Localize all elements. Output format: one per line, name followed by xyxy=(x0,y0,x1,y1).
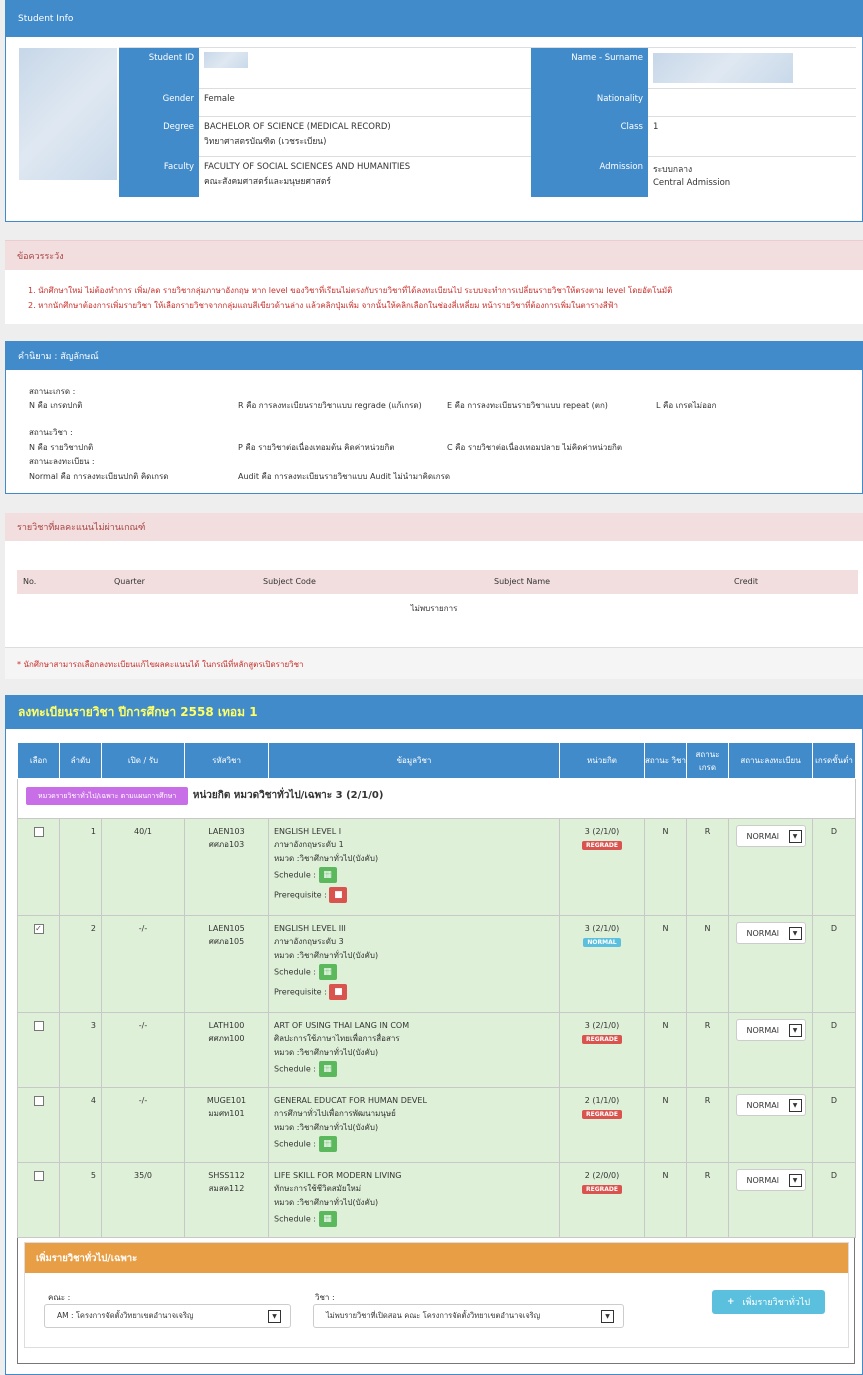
student-photo xyxy=(19,48,117,180)
chevron-down-icon: ▼ xyxy=(601,1310,614,1323)
course-name-th: การศึกษาทั่วไปเพื่อการพัฒนามนุษย์ xyxy=(274,1108,396,1118)
course-category: หมวด :วิชาศึกษาทั่วไป(บังคับ) xyxy=(274,951,379,960)
definitions-title: คำนิยาม : สัญลักษณ์ xyxy=(18,352,99,362)
th-reg-status: สถานะลงทะเบียน xyxy=(729,743,813,779)
label-faculty: Faculty xyxy=(119,157,199,197)
th-grade-status: สถานะ เกรด xyxy=(687,743,729,779)
th-credit: หน่วยกิต xyxy=(560,743,645,779)
grade-item: R คือ การลงทะเบียนรายวิชาแบบ regrade (แก้เกรด) xyxy=(238,401,422,410)
course-code-en: MUGE101 xyxy=(206,1096,247,1105)
row-order: 2 xyxy=(60,916,102,1013)
course-row xyxy=(18,1013,856,1088)
warning-panel xyxy=(5,240,863,324)
reg-status-heading: สถานะลงทะเบียน : xyxy=(29,457,95,466)
name-value xyxy=(648,48,856,89)
reg-item: Audit คือ การลงทะเบียนรายวิชาแบบ Audit ไม่นำมาคิดเกรด xyxy=(238,472,451,481)
add-subject-header xyxy=(25,1243,848,1273)
select-checkbox[interactable] xyxy=(34,1171,44,1181)
label-name: Name - Surname xyxy=(531,48,648,89)
registration-status-value: NORMAl xyxy=(746,831,779,841)
course-name-en: ENGLISH LEVEL I xyxy=(274,827,342,836)
degree-th: วิทยาศาสตรบัณฑิต (เวชระเบียน) xyxy=(204,137,327,147)
student-info-table xyxy=(119,47,856,197)
grade-item: L คือ เกรดไม่ออก xyxy=(656,401,717,410)
minimum-grade: D xyxy=(813,1013,856,1088)
course-row xyxy=(18,1163,856,1238)
th-select: เลือก xyxy=(18,743,60,779)
subject-select-value: ไม่พบรายวิชาที่เปิดสอน คณะ โครงการจัดตั้งวิทยาเขตอำนาจเจริญ xyxy=(326,1311,541,1320)
faculty-en: FACULTY OF SOCIAL SCIENCES AND HUMANITIES xyxy=(204,162,411,172)
col-subject-name: Subject Name xyxy=(494,577,551,586)
registration-status-select[interactable] xyxy=(736,922,806,944)
course-name-th: ภาษาอังกฤษระดับ 3 xyxy=(274,936,344,946)
course-row xyxy=(18,916,856,1013)
calendar-icon[interactable]: ▦ xyxy=(319,867,337,883)
subject-item: N คือ รายวิชาปกติ xyxy=(29,443,94,452)
grade-type-badge: REGRADE xyxy=(582,1185,622,1194)
grade-item: E คือ การลงทะเบียนรายวิชาแบบ repeat (ตก) xyxy=(447,401,608,410)
course-name-th: ภาษาอังกฤษระดับ 1 xyxy=(274,839,344,849)
degree-en: BACHELOR OF SCIENCE (MEDICAL RECORD) xyxy=(204,122,391,132)
minimum-grade: D xyxy=(813,1088,856,1163)
admission-en: Central Admission xyxy=(653,178,731,188)
prerequisite-line xyxy=(274,887,554,903)
calendar-icon[interactable]: ▦ xyxy=(319,1061,337,1077)
course-name-en: ART OF USING THAI LANG IN COM xyxy=(274,1021,410,1030)
schedule-line xyxy=(274,1211,554,1227)
warning-title: ข้อควรระวัง xyxy=(17,251,64,262)
subject-select[interactable] xyxy=(313,1304,624,1328)
course-category: หมวด :วิชาศึกษาทั่วไป(บังคับ) xyxy=(274,854,379,863)
col-quarter: Quarter xyxy=(114,577,145,586)
add-subject-box xyxy=(24,1242,849,1348)
row-open-seats: -/- xyxy=(102,916,185,1013)
course-category: หมวด :วิชาศึกษาทั่วไป(บังคับ) xyxy=(274,1198,379,1207)
grade-type-badge: REGRADE xyxy=(582,1035,622,1044)
registration-status-select[interactable] xyxy=(736,1169,806,1191)
faculty-select-value: AM : โครงการจัดตั้งวิทยาเขตอำนาจเจริญ xyxy=(57,1311,194,1320)
failed-subjects-title: รายวิชาที่ผลคะแนนไม่ผ่านเกณฑ์ xyxy=(17,523,146,533)
faculty-select[interactable] xyxy=(44,1304,291,1328)
course-code-th: ศศภอ103 xyxy=(208,840,245,849)
schedule-line xyxy=(274,1136,554,1152)
select-checkbox[interactable]: ✓ xyxy=(35,924,42,933)
admission-th: ระบบกลาง xyxy=(653,165,693,175)
course-credit: 2 (2/0/0) xyxy=(584,1171,620,1180)
schedule-label: Schedule : xyxy=(274,1214,316,1223)
course-category: หมวด :วิชาศึกษาทั่วไป(บังคับ) xyxy=(274,1048,379,1057)
faculty-th: คณะสังคมศาสตร์และมนุษยศาสตร์ xyxy=(204,177,331,187)
grade-item: N คือ เกรดปกติ xyxy=(29,401,83,410)
select-checkbox[interactable] xyxy=(34,827,44,837)
minimum-grade: D xyxy=(813,819,856,916)
course-code-th: สมสค112 xyxy=(208,1184,245,1193)
grade-type-badge: NORMAL xyxy=(583,938,620,947)
nationality-value xyxy=(648,89,856,117)
th-code: รหัสวิชา xyxy=(185,743,269,779)
degree-value xyxy=(199,117,531,157)
group-tag: หมวดรายวิชาทั่วไป/เฉพาะ ตามแผนการศึกษา xyxy=(26,787,188,805)
registration-status-select[interactable] xyxy=(736,1019,806,1041)
student-info-header xyxy=(6,1,862,37)
grade-status: R xyxy=(687,1088,729,1163)
registration-status-value: NORMAl xyxy=(746,1175,779,1185)
registration-header xyxy=(6,696,862,729)
th-min-grade: เกรดขั้นต่ำ xyxy=(813,743,856,779)
prerequisite-label: Prerequisite : xyxy=(274,890,327,899)
gender-value: Female xyxy=(199,89,531,117)
failed-note: * นักศึกษาสามารถเลือกลงทะเบียนแก้ไขผลคะแนนได้ ในกรณีที่หลักสูตรเปิดรายวิชา xyxy=(17,660,304,669)
schedule-label: Schedule : xyxy=(274,967,316,976)
admission-value xyxy=(648,157,856,197)
subject-status: N xyxy=(645,1013,687,1088)
course-name-en: LIFE SKILL FOR MODERN LIVING xyxy=(274,1171,402,1180)
chevron-down-icon: ▼ xyxy=(268,1310,281,1323)
col-subject-code: Subject Code xyxy=(263,577,316,586)
select-checkbox[interactable] xyxy=(34,1021,44,1031)
course-name-th: ทักษะการใช้ชีวิตสมัยใหม่ xyxy=(274,1183,362,1193)
prerequisite-label: Prerequisite : xyxy=(274,987,327,996)
definitions-header xyxy=(6,342,862,370)
course-name-en: ENGLISH LEVEL III xyxy=(274,924,346,933)
row-open-seats: -/- xyxy=(102,1088,185,1163)
label-class: Class xyxy=(531,117,648,157)
minimum-grade: D xyxy=(813,1163,856,1238)
row-open-seats: 40/1 xyxy=(102,819,185,916)
grade-status: N xyxy=(687,916,729,1013)
course-code-th: ศศภท100 xyxy=(208,1034,245,1043)
lock-icon[interactable]: ■ xyxy=(329,984,347,1000)
subject-item: P คือ รายวิชาต่อเนื่องเทอมต้น คิดค่าหน่วยกิต xyxy=(238,443,395,452)
label-admission: Admission xyxy=(531,157,648,197)
label-degree: Degree xyxy=(119,117,199,157)
failed-subjects-panel xyxy=(5,513,863,678)
course-code-th: ศศภอ105 xyxy=(208,937,245,946)
failed-subjects-header xyxy=(5,513,863,541)
subject-item: C คือ รายวิชาต่อเนื่องเทอมปลาย ไม่คิดค่าหน่วยกิต xyxy=(447,443,623,452)
failed-note-bar xyxy=(5,647,863,679)
faculty-label: คณะ : xyxy=(48,1293,71,1302)
label-student-id: Student ID xyxy=(119,48,199,89)
registration-status-value: NORMAl xyxy=(746,1100,779,1110)
col-no: No. xyxy=(23,577,37,586)
schedule-label: Schedule : xyxy=(274,1139,316,1148)
warning-list xyxy=(28,284,672,313)
grade-status: R xyxy=(687,1163,729,1238)
course-name-en: GENERAL EDUCAT FOR HUMAN DEVEL xyxy=(274,1096,427,1105)
student-info-title: Student Info xyxy=(18,14,74,24)
registration-header-row xyxy=(18,743,856,779)
label-nationality: Nationality xyxy=(531,89,648,117)
th-info: ข้อมูลวิชา xyxy=(269,743,560,779)
student-info-panel xyxy=(5,0,863,222)
student-id-value xyxy=(199,48,531,89)
prerequisite-line xyxy=(274,984,554,1000)
group-row xyxy=(18,779,856,819)
course-code-en: LAEN105 xyxy=(208,924,245,933)
course-credit: 3 (2/1/0) xyxy=(584,924,620,933)
registration-table xyxy=(17,742,856,1238)
registration-panel xyxy=(5,695,863,1375)
calendar-icon[interactable]: ▦ xyxy=(319,964,337,980)
failed-empty-text: ไม่พบรายการ xyxy=(410,604,458,613)
select-checkbox[interactable] xyxy=(34,1096,44,1106)
row-order: 1 xyxy=(60,819,102,916)
chevron-down-icon: ▼ xyxy=(789,1174,802,1187)
subject-status: N xyxy=(645,916,687,1013)
schedule-line xyxy=(274,867,554,883)
minimum-grade: D xyxy=(813,916,856,1013)
course-name-th: ศิลปะการใช้ภาษาไทยเพื่อการสื่อสาร xyxy=(274,1033,400,1043)
chevron-down-icon: ▼ xyxy=(789,1099,802,1112)
schedule-line xyxy=(274,1061,554,1077)
row-order: 4 xyxy=(60,1088,102,1163)
course-credit: 3 (2/1/0) xyxy=(584,827,620,836)
add-subject-title: เพิ่มรายวิชาทั่วไป/เฉพาะ xyxy=(36,1252,138,1264)
plus-icon: + xyxy=(726,1297,735,1307)
course-code-en: SHSS112 xyxy=(208,1171,245,1180)
subject-status: N xyxy=(645,1163,687,1238)
schedule-label: Schedule : xyxy=(274,870,316,879)
course-code-th: มมศท101 xyxy=(208,1109,245,1118)
subject-status: N xyxy=(645,1088,687,1163)
course-row xyxy=(18,1088,856,1163)
warning-header xyxy=(5,240,863,270)
subject-label: วิชา : xyxy=(315,1293,335,1302)
row-open-seats: -/- xyxy=(102,1013,185,1088)
class-value: 1 xyxy=(648,117,856,157)
row-order: 3 xyxy=(60,1013,102,1088)
chevron-down-icon: ▼ xyxy=(789,927,802,940)
course-category: หมวด :วิชาศึกษาทั่วไป(บังคับ) xyxy=(274,1123,379,1132)
grade-status: R xyxy=(687,1013,729,1088)
subject-status-heading: สถานะวิชา : xyxy=(29,428,73,437)
registration-status-select[interactable] xyxy=(736,825,806,847)
calendar-icon[interactable]: ▦ xyxy=(319,1211,337,1227)
grade-type-badge: REGRADE xyxy=(582,841,622,850)
course-code-en: LATH100 xyxy=(208,1021,245,1030)
chevron-down-icon: ▼ xyxy=(789,1024,802,1037)
course-code-en: LAEN103 xyxy=(208,827,245,836)
registration-status-value: NORMAl xyxy=(746,928,779,938)
group-credit: หน่วยกิต หมวดวิชาทั่วไป/เฉพาะ 3 (2/1/0) xyxy=(192,790,384,801)
warning-item: 2. หากนักศึกษาต้องการเพิ่มรายวิชา ให้เลือกรายวิชาจากกลุ่มแถบสีเขียวด้านล่าง แล้วคลิกปุ่มเพิ่ม จากนั้นให้คลิกเลือกในช่องสี่เหลี่ยม หน้ารายวิชาที่ต้องการเพิ่มในตารางสีฟ้า xyxy=(28,300,618,310)
col-credit: Credit xyxy=(734,577,759,586)
th-order: ลำดับ xyxy=(60,743,102,779)
schedule-line xyxy=(274,964,554,980)
faculty-value xyxy=(199,157,531,197)
row-order: 5 xyxy=(60,1163,102,1238)
calendar-icon[interactable]: ▦ xyxy=(319,1136,337,1152)
registration-status-select[interactable] xyxy=(736,1094,806,1116)
schedule-label: Schedule : xyxy=(274,1064,316,1073)
registration-status-value: NORMAl xyxy=(746,1025,779,1035)
grade-status-heading: สถานะเกรด : xyxy=(29,387,76,396)
failed-table-header xyxy=(17,570,858,594)
add-subject-button-label: เพิ่มรายวิชาทั่วไป xyxy=(742,1298,811,1308)
registration-title: ลงทะเบียนรายวิชา ปีการศึกษา 2558 เทอม 1 xyxy=(18,705,258,719)
course-credit: 3 (2/1/0) xyxy=(584,1021,620,1030)
definitions-panel xyxy=(5,341,863,494)
grade-status: R xyxy=(687,819,729,916)
grade-type-badge: REGRADE xyxy=(582,1110,622,1119)
label-gender: Gender xyxy=(119,89,199,117)
add-subject-button[interactable] xyxy=(712,1290,825,1314)
warning-item: 1. นักศึกษาใหม่ ไม่ต้องทำการ เพิ่ม/ลด รายวิชากลุ่มภาษาอังกฤษ หาก level ของวิชาที่เรียนไม่ตรงกับรายวิชาที่ได้ลงทะเบียนไป ระบบจะทำการเปลี่ยนรายวิชาให้ตรงตาม level โดยอัตโนมัติ xyxy=(28,286,673,295)
chevron-down-icon: ▼ xyxy=(789,830,802,843)
subject-status: N xyxy=(645,819,687,916)
lock-icon[interactable]: ■ xyxy=(329,887,347,903)
row-open-seats: 35/0 xyxy=(102,1163,185,1238)
course-row xyxy=(18,819,856,916)
th-open: เปิด / รับ xyxy=(102,743,185,779)
course-credit: 2 (1/1/0) xyxy=(584,1096,620,1105)
th-subject-status: สถานะ วิชา xyxy=(645,743,687,779)
reg-item: Normal คือ การลงทะเบียนปกติ คิดเกรด xyxy=(29,472,169,481)
